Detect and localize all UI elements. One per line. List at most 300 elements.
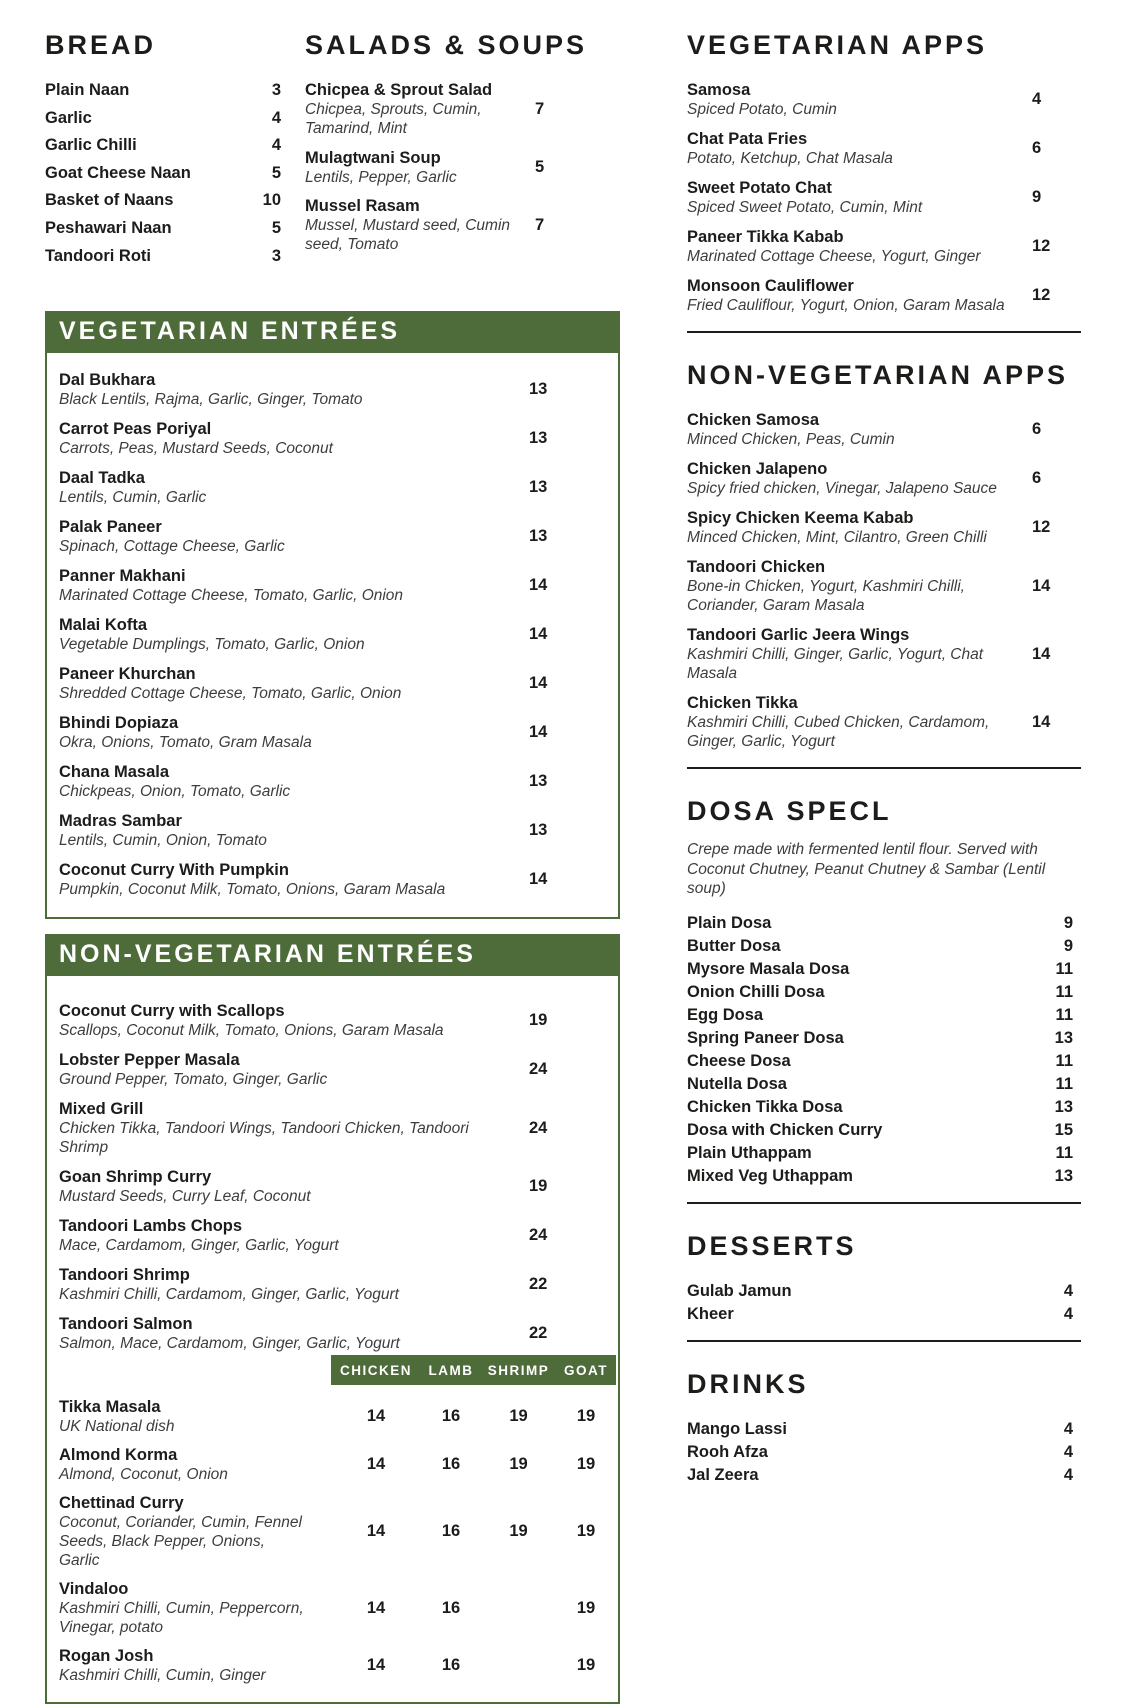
menu-item — [687, 1419, 1081, 1439]
price-lamb: 16 — [441, 1407, 461, 1426]
item-price: 4 — [1063, 1442, 1073, 1461]
menu-item — [45, 163, 281, 183]
item-text — [305, 80, 525, 138]
item-price: 19 — [529, 1177, 548, 1196]
item-price: 6 — [1032, 139, 1042, 157]
menu-item — [59, 1314, 608, 1353]
item-price: 24 — [529, 1060, 548, 1079]
item-price: 11 — [1055, 1005, 1073, 1024]
item-text — [59, 1397, 331, 1436]
item-text — [59, 468, 519, 507]
table-column-header: LAMB — [428, 1362, 474, 1378]
item-description: Chicpea, Sprouts, Cumin, Tamarind, Mint — [305, 101, 482, 137]
item-name: Butter Dosa — [687, 936, 781, 955]
item-name: Malai Kofta — [59, 616, 148, 635]
section-vegetarian-apps — [687, 30, 1081, 315]
item-text — [687, 276, 1022, 315]
menu-item — [687, 936, 1081, 956]
item-description: Lentils, Cumin, Garlic — [59, 489, 207, 507]
item-price: 4 — [1063, 1419, 1073, 1438]
menu-item — [687, 1166, 1081, 1186]
top-row — [45, 22, 620, 273]
section-title-non-vegetarian-entrees: NON-VEGETARIAN ENTRÉES — [47, 936, 618, 976]
item-description: Spicy fried chicken, Vinegar, Jalapeno Sauce — [687, 480, 997, 497]
item-text — [687, 227, 1022, 266]
item-description: Spiced Potato, Cumin — [687, 101, 837, 118]
price-shrimp: 19 — [509, 1407, 528, 1426]
menu-item — [45, 218, 281, 238]
item-text — [59, 370, 519, 409]
item-description: Pumpkin, Coconut Milk, Tomato, Onions, Garam Masala — [59, 881, 446, 899]
section-divider — [687, 767, 1081, 769]
menu-item — [59, 664, 608, 703]
price-shrimp: 19 — [509, 1455, 528, 1474]
item-text — [59, 664, 519, 703]
item-description: Minced Chicken, Mint, Cilantro, Green Chilli — [687, 529, 987, 546]
item-name: Chat Pata Fries — [687, 130, 808, 148]
item-name: Goat Cheese Naan — [45, 163, 191, 182]
table-column-header: GOAT — [564, 1362, 608, 1378]
price-goat: 19 — [576, 1455, 596, 1474]
menu-item — [59, 517, 608, 556]
section-salads-soups — [305, 22, 620, 273]
item-name: Chicpea & Sprout Salad — [305, 81, 493, 99]
item-text — [59, 1265, 519, 1304]
menu-item — [59, 566, 608, 605]
item-description: Vegetable Dumplings, Tomato, Garlic, Onion — [59, 636, 365, 654]
menu-item — [687, 557, 1081, 615]
menu-item — [59, 713, 608, 752]
item-price: 5 — [271, 163, 281, 182]
menu-item — [59, 1001, 608, 1040]
menu-item — [687, 913, 1081, 933]
menu-item — [687, 625, 1081, 683]
item-name: Vindaloo — [59, 1580, 129, 1599]
menu-item — [305, 196, 620, 254]
item-name: Tandoori Garlic Jeera Wings — [687, 626, 910, 644]
item-name: Peshawari Naan — [45, 218, 172, 237]
item-name: Mulagtwani Soup — [305, 148, 441, 167]
item-price: 9 — [1063, 913, 1073, 932]
item-description: Kashmiri Chilli, Cardamom, Ginger, Garlic, Yogurt — [59, 1286, 399, 1304]
menu-item — [687, 227, 1081, 266]
menu-item — [305, 80, 620, 138]
item-price: 12 — [1032, 286, 1051, 304]
item-name: Plain Naan — [45, 81, 130, 99]
item-price: 9 — [1032, 188, 1042, 206]
price-chicken: 14 — [366, 1522, 386, 1541]
table-row — [59, 1397, 618, 1436]
item-price: 4 — [271, 108, 281, 127]
item-price: 5 — [271, 218, 281, 237]
section-title-non-vegetarian-apps: NON-VEGETARIAN APPS — [687, 360, 1069, 390]
item-name: Mysore Masala Dosa — [687, 959, 850, 978]
menu-item — [687, 80, 1081, 119]
left-column — [45, 22, 620, 1704]
non-vegetarian-entrees-list — [47, 976, 618, 1371]
table-column-header: CHICKEN — [339, 1362, 412, 1378]
menu-item — [59, 1265, 608, 1304]
menu-item — [687, 276, 1081, 315]
item-name: Paneer Khurchan — [59, 665, 196, 684]
item-name: Lobster Pepper Masala — [59, 1051, 240, 1070]
section-dosa-specials — [687, 796, 1081, 1186]
item-name: Onion Chilli Dosa — [687, 982, 825, 1001]
item-price: 4 — [1063, 1281, 1073, 1300]
item-name: Garlic — [45, 108, 92, 127]
item-text — [687, 410, 1022, 449]
price-chicken: 14 — [366, 1656, 386, 1675]
item-description: Shredded Cottage Cheese, Tomato, Garlic, Onion — [59, 685, 402, 703]
table-row-prices — [331, 1656, 616, 1675]
item-description: UK National dish — [59, 1418, 175, 1436]
item-price: 5 — [535, 157, 545, 176]
menu-item — [687, 1442, 1081, 1462]
menu-item — [45, 246, 281, 266]
menu-item — [45, 108, 281, 128]
item-price: 7 — [535, 99, 545, 118]
item-price: 14 — [1032, 712, 1051, 731]
section-drinks — [687, 1369, 1081, 1485]
item-description: Bone-in Chicken, Yogurt, Kashmiri Chilli, Coriander, Garam Masala — [687, 578, 965, 614]
item-price: 15 — [1054, 1120, 1073, 1139]
menu-item — [687, 178, 1081, 217]
item-text — [59, 1445, 331, 1484]
item-name: Almond Korma — [59, 1446, 178, 1465]
table-column-header: SHRIMP — [487, 1362, 550, 1378]
item-name: Tandoori Roti — [45, 246, 152, 265]
table-row — [59, 1646, 618, 1685]
item-price: 10 — [262, 191, 281, 210]
item-name: Chicken Samosa — [687, 411, 820, 429]
menu-item — [687, 982, 1081, 1002]
item-price: 11 — [1055, 982, 1073, 1001]
price-chicken: 14 — [366, 1455, 386, 1474]
item-text — [59, 1493, 331, 1570]
item-description: Chicken Tikka, Tandoori Wings, Tandoori Chicken, Tandoori Shrimp — [59, 1120, 469, 1157]
item-text — [59, 860, 519, 899]
menu-item — [687, 1304, 1081, 1324]
item-price: 9 — [1063, 936, 1073, 955]
table-row — [59, 1445, 618, 1484]
item-name: Sweet Potato Chat — [687, 179, 832, 197]
item-description: Okra, Onions, Tomato, Gram Masala — [59, 734, 312, 752]
menu-item — [687, 129, 1081, 168]
item-name: Cheese Dosa — [687, 1051, 791, 1070]
item-description: Marinated Cottage Cheese, Yogurt, Ginger — [687, 248, 981, 265]
item-text — [59, 1216, 519, 1255]
item-price: 24 — [529, 1226, 548, 1245]
item-description: Scallops, Coconut Milk, Tomato, Onions, Garam Masala — [59, 1022, 444, 1040]
item-text — [59, 615, 519, 654]
section-title-drinks: DRINKS — [687, 1368, 809, 1399]
item-name: Dal Bukhara — [59, 371, 156, 390]
item-description: Kashmiri Chilli, Ginger, Garlic, Yogurt, Chat Masala — [687, 646, 984, 682]
item-price: 4 — [1063, 1465, 1073, 1484]
item-price: 14 — [529, 674, 548, 693]
price-goat: 19 — [576, 1407, 596, 1426]
menu-item — [59, 1216, 608, 1255]
item-description: Mace, Cardamom, Ginger, Garlic, Yogurt — [59, 1237, 339, 1255]
item-name: Chicken Tikka — [687, 694, 798, 712]
item-price: 4 — [271, 136, 281, 155]
item-name: Chana Masala — [59, 763, 170, 782]
item-text — [687, 693, 1022, 751]
item-price: 4 — [1063, 1304, 1073, 1323]
table-row-prices — [331, 1599, 616, 1618]
item-text — [687, 178, 1022, 217]
section-bread — [45, 22, 281, 273]
menu-item — [687, 1028, 1081, 1048]
menu-item — [59, 811, 608, 850]
section-divider — [687, 331, 1081, 333]
protein-variant-table-header — [331, 1355, 616, 1385]
menu-item — [45, 80, 281, 100]
item-description: Spinach, Cottage Cheese, Garlic — [59, 538, 285, 556]
section-title-vegetarian-apps: VEGETARIAN APPS — [687, 30, 988, 60]
item-description: Kashmiri Chilli, Cumin, Peppercorn, Vinegar, potato — [59, 1600, 304, 1637]
item-price: 14 — [529, 723, 548, 742]
item-description: Mustard Seeds, Curry Leaf, Coconut — [59, 1188, 311, 1206]
section-non-vegetarian-apps — [687, 360, 1081, 751]
item-price: 14 — [529, 870, 548, 889]
item-name: Tandoori Chicken — [687, 558, 826, 576]
item-description: Carrots, Peas, Mustard Seeds, Coconut — [59, 440, 333, 458]
item-name: Nutella Dosa — [687, 1074, 787, 1093]
item-price: 4 — [1032, 90, 1042, 108]
menu-item — [687, 1465, 1081, 1485]
item-name: Mixed Grill — [59, 1100, 144, 1119]
item-description: Black Lentils, Rajma, Garlic, Ginger, Tomato — [59, 391, 363, 409]
item-name: Mango Lassi — [687, 1419, 787, 1438]
table-row-prices — [331, 1407, 616, 1426]
item-name: Bhindi Dopiaza — [59, 714, 179, 733]
price-goat: 19 — [576, 1598, 596, 1617]
item-description: Kashmiri Chilli, Cubed Chicken, Cardamom, Ginger, Garlic, Yogurt — [687, 714, 990, 750]
table-row-prices — [331, 1455, 616, 1474]
item-name: Spring Paneer Dosa — [687, 1028, 844, 1047]
item-name: Chettinad Curry — [59, 1494, 184, 1513]
price-chicken: 14 — [366, 1598, 386, 1617]
menu-item — [687, 1074, 1081, 1094]
item-name: Basket of Naans — [45, 191, 174, 210]
item-text — [59, 1314, 519, 1353]
item-name: Rogan Josh — [59, 1647, 154, 1666]
item-description: Almond, Coconut, Onion — [59, 1466, 228, 1484]
item-name: Coconut Curry With Pumpkin — [59, 861, 289, 880]
table-row — [59, 1579, 618, 1637]
item-text — [59, 1001, 519, 1040]
item-name: Spicy Chicken Keema Kabab — [687, 509, 914, 527]
item-name: Plain Dosa — [687, 913, 772, 932]
menu-item — [59, 615, 608, 654]
dosa-description: Crepe made with fermented lentil flour. Served with Coconut Chutney, Peanut Chutney & Sambar (Lentil soup) — [687, 841, 1046, 897]
price-lamb: 16 — [441, 1656, 461, 1675]
item-description: Salmon, Mace, Cardamom, Ginger, Garlic, Yogurt — [59, 1335, 400, 1353]
item-description: Fried Cauliflour, Yogurt, Onion, Garam Masala — [687, 297, 1005, 314]
desserts-list — [687, 1281, 1081, 1324]
item-price: 22 — [529, 1324, 548, 1343]
item-text — [59, 419, 519, 458]
menu-item — [59, 468, 608, 507]
item-price: 11 — [1055, 1074, 1073, 1093]
section-vegetarian-entrees — [45, 311, 620, 919]
menu-item — [59, 1099, 608, 1157]
item-price: 14 — [529, 625, 548, 644]
item-text — [59, 1167, 519, 1206]
section-title-desserts: DESSERTS — [687, 1230, 857, 1261]
non-vegetarian-apps-list — [687, 410, 1081, 751]
item-description: Mussel, Mustard seed, Cumin seed, Tomato — [305, 217, 511, 253]
item-name: Monsoon Cauliflower — [687, 277, 854, 295]
item-price: 11 — [1055, 1051, 1073, 1070]
item-name: Tandoori Salmon — [59, 1315, 193, 1334]
vegetarian-apps-list — [687, 80, 1081, 315]
item-price: 22 — [529, 1275, 548, 1294]
item-price: 3 — [271, 246, 281, 265]
protein-variant-table-rows — [47, 1385, 618, 1702]
item-description: Marinated Cottage Cheese, Tomato, Garlic, Onion — [59, 587, 404, 605]
item-text — [687, 80, 1022, 119]
item-name: Samosa — [687, 81, 751, 99]
section-divider — [687, 1340, 1081, 1342]
vegetarian-entrees-list — [47, 353, 618, 917]
item-price: 14 — [1032, 644, 1051, 663]
item-name: Gulab Jamun — [687, 1281, 792, 1300]
item-price: 13 — [529, 527, 548, 546]
item-text — [59, 1099, 519, 1157]
item-price: 3 — [271, 81, 281, 99]
item-price: 13 — [1054, 1097, 1073, 1116]
item-name: Dosa with Chicken Curry — [687, 1120, 883, 1139]
item-name: Coconut Curry with Scallops — [59, 1002, 285, 1021]
item-name: Tandoori Shrimp — [59, 1266, 190, 1285]
item-text — [59, 566, 519, 605]
item-name: Panner Makhani — [59, 567, 186, 586]
item-price: 13 — [529, 772, 548, 791]
menu-item — [687, 1005, 1081, 1025]
menu-item — [59, 762, 608, 801]
item-name: Carrot Peas Poriyal — [59, 420, 212, 439]
menu-item — [59, 1167, 608, 1206]
menu-item — [59, 419, 608, 458]
drinks-list — [687, 1419, 1081, 1485]
price-goat: 19 — [576, 1522, 596, 1541]
item-price: 11 — [1055, 1143, 1073, 1162]
item-name: Madras Sambar — [59, 812, 182, 831]
price-lamb: 16 — [441, 1455, 461, 1474]
menu-item — [687, 1097, 1081, 1117]
section-divider — [687, 1202, 1081, 1204]
item-name: Paneer Tikka Kabab — [687, 228, 844, 246]
item-text — [687, 508, 1022, 547]
item-description: Spiced Sweet Potato, Cumin, Mint — [687, 199, 923, 216]
item-description: Coconut, Coriander, Cumin, Fennel Seeds, Black Pepper, Onions, Garlic — [59, 1514, 302, 1570]
section-title-vegetarian-entrees: VEGETARIAN ENTRÉES — [47, 313, 618, 353]
item-text — [305, 148, 525, 187]
item-name: Goan Shrimp Curry — [59, 1168, 212, 1187]
item-price: 6 — [1032, 469, 1042, 487]
dosa-list — [687, 913, 1081, 1186]
item-description: Kashmiri Chilli, Cumin, Ginger — [59, 1667, 266, 1685]
menu-item — [45, 135, 281, 155]
protein-variant-table — [47, 1355, 618, 1702]
item-name: Garlic Chilli — [45, 136, 137, 155]
item-description: Lentils, Pepper, Garlic — [305, 168, 457, 186]
table-row-prices — [331, 1522, 616, 1541]
item-name: Mixed Veg Uthappam — [687, 1166, 853, 1185]
price-chicken: 14 — [366, 1407, 386, 1426]
item-price: 6 — [1032, 420, 1042, 438]
item-name: Tandoori Lambs Chops — [59, 1217, 243, 1236]
menu-item — [45, 190, 281, 210]
item-price: 14 — [529, 576, 548, 595]
item-price: 12 — [1032, 518, 1051, 536]
menu-item — [687, 508, 1081, 547]
menu-item — [687, 959, 1081, 979]
item-name: Chicken Tikka Dosa — [687, 1097, 843, 1116]
menu-item — [59, 370, 608, 409]
item-text — [687, 625, 1022, 683]
item-text — [687, 557, 1022, 615]
section-desserts — [687, 1231, 1081, 1324]
price-lamb: 16 — [441, 1522, 461, 1541]
item-price: 13 — [529, 821, 548, 840]
item-text — [59, 811, 519, 850]
menu-item — [687, 459, 1081, 498]
item-text — [59, 1646, 331, 1685]
item-price: 24 — [529, 1118, 548, 1137]
item-price: 13 — [529, 429, 548, 448]
price-shrimp: 19 — [509, 1522, 528, 1541]
item-text — [305, 196, 525, 254]
section-title-salads-soups: SALADS & SOUPS — [305, 30, 588, 60]
item-text — [59, 1050, 519, 1089]
item-description: Potato, Ketchup, Chat Masala — [687, 150, 893, 167]
item-price: 12 — [1032, 237, 1051, 255]
item-price: 7 — [535, 215, 545, 234]
item-name: Plain Uthappam — [687, 1143, 812, 1162]
item-price: 19 — [529, 1011, 548, 1030]
right-column — [687, 22, 1081, 1488]
item-name: Palak Paneer — [59, 518, 162, 537]
item-name: Tikka Masala — [59, 1398, 161, 1417]
item-price: 13 — [529, 380, 548, 399]
section-title-dosa-specials: DOSA SPECL — [687, 796, 892, 826]
item-name: Rooh Afza — [687, 1442, 768, 1461]
item-description: Minced Chicken, Peas, Cumin — [687, 431, 895, 448]
table-row — [59, 1493, 618, 1570]
item-name: Daal Tadka — [59, 469, 145, 488]
item-description: Ground Pepper, Tomato, Ginger, Garlic — [59, 1071, 328, 1089]
menu-item — [687, 1120, 1081, 1140]
item-price: 13 — [1054, 1166, 1073, 1185]
menu-item — [59, 1050, 608, 1089]
menu-item — [305, 148, 620, 187]
item-price: 14 — [1032, 576, 1051, 595]
menu-item — [687, 1281, 1081, 1301]
menu-item — [687, 410, 1081, 449]
price-goat: 19 — [576, 1656, 596, 1675]
menu-item — [687, 1051, 1081, 1071]
price-lamb: 16 — [441, 1598, 461, 1617]
item-price: 13 — [529, 478, 548, 497]
item-name: Jal Zeera — [687, 1465, 759, 1484]
section-non-vegetarian-entrees — [45, 934, 620, 1704]
item-price: 13 — [1054, 1028, 1073, 1047]
item-name: Mussel Rasam — [305, 197, 420, 215]
item-text — [59, 1579, 331, 1637]
